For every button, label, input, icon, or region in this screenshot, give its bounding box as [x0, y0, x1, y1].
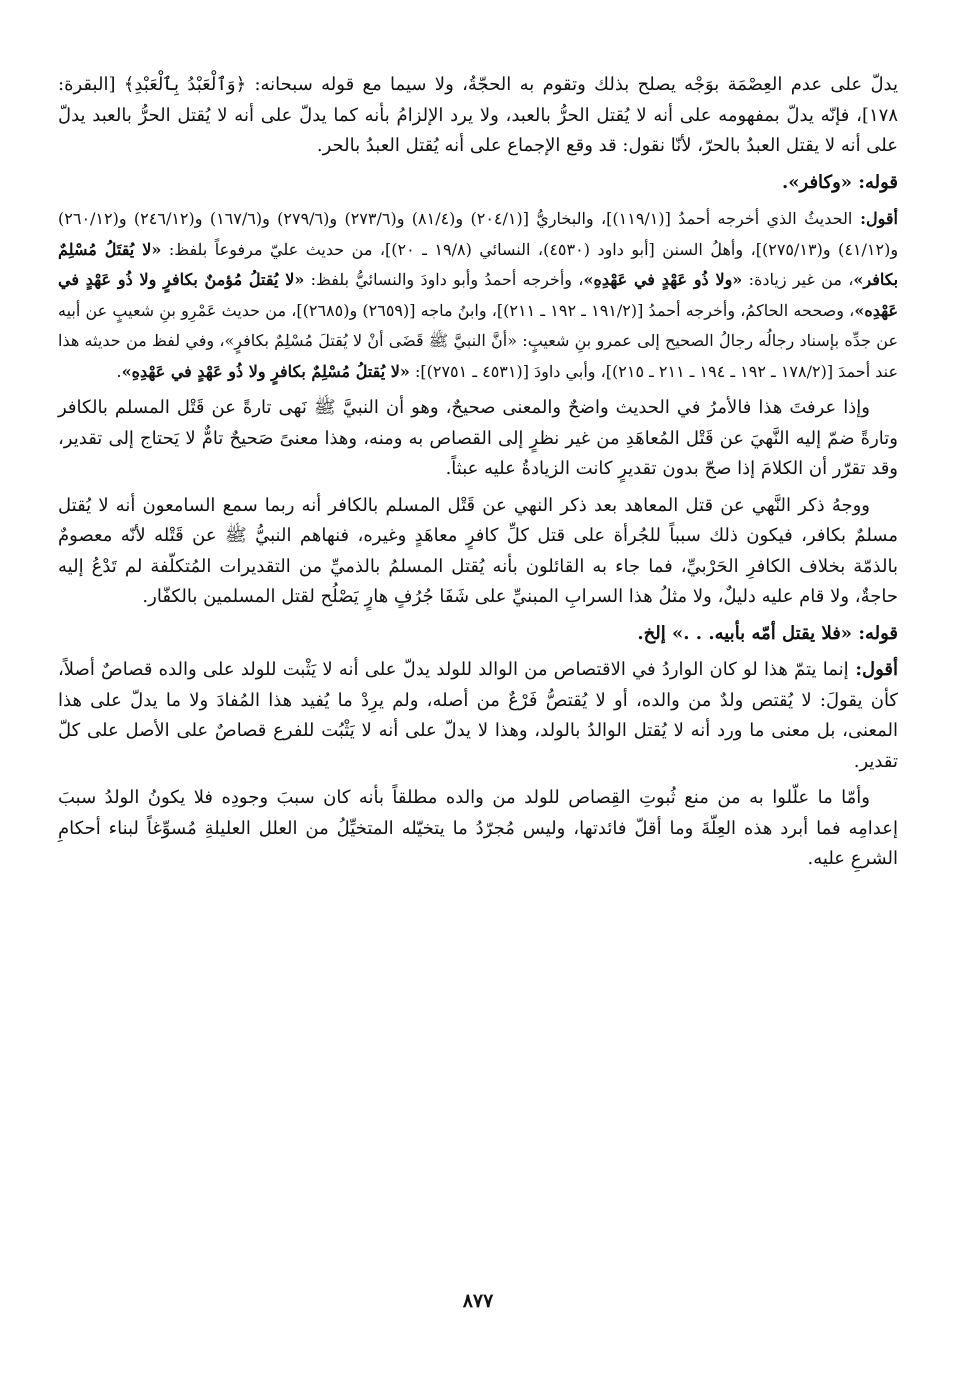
bold-phrase: قوله: «فلا يقتل أمّه بأبيه. . .» إلخ. — [637, 622, 898, 644]
bold-phrase: قوله: «وكافر». — [782, 171, 898, 193]
text-run: الحديثُ الذي أخرجه أحمدُ [(١١٩/١)]، والبخاريُّ [(٢٠٤/١) و(٨١/٤) و(٢٧٣/٦) و(٢٧٩/٦) و(١٦٧/٦) و(٢٤٦/١٢) و(٢٦٠/١٢) و(٤١/١٢) و(٢٧٥/١٣)]، وأهلُ السنن [أبو داود (٤٥٣٠)، النسائي (١٩/٨ ـ ٢٠)]، من حديث عليّ مرفوعاً بلفظ: — [58, 209, 899, 259]
text-run: ووجهُ ذكر النَّهي عن قتل المعاهد بعد ذكر النهي عن قَتْل المسلم بالكافر أنه ربما سمع السامعون أنه لا يُقتل مسلمٌ بكافر، فيكون ذلك سبباً للجُرأة على قتل كلِّ كافرٍ معاهَدٍ وغيره، فنهاهم النبيُّ ﷺ عن قَتْله لأنّه معصومٌ بالذمّة بخلاف الكافرِ الحَرْبيِّ، فما جاء به القائلون بأنه يُقتل المسلمُ بالذميِّ من التقديرات المُتكلّفة لم تَدْعُ إليه حاجةٌ، ولا قام عليه دليلٌ، ولا مثلُ هذا السرابِ المبنيِّ على شَفَا جُرُفٍ هارٍ يَصْلُح لقتل المسلمين بالكفّار. — [58, 494, 898, 607]
bold-phrase: «ولا ذُو عَهْدٍ في عَهْدِهِ» — [583, 270, 743, 289]
bold-phrase: أقول: — [848, 659, 898, 680]
bold-phrase: «لا يُقتلُ مُسْلِمٌ بكافرٍ ولا ذُو عَهْدٍ في عَهْدِهِ» — [121, 361, 410, 381]
page-number: ٨٧٧ — [462, 1290, 494, 1312]
text-run: إنما يتمّ هذا لو كان الواردُ في الاقتصاص من الوالد للولد يدلّ على أنه لا يَثْبت للولد على والده قصاصٌ أصلاً، كأن يقولَ: لا يُقتص ولدٌ من والده، أو لا يُقتصُّ فَرْعٌ من أصله، ولم يرِدْ ما يُفيد هذا المُفادَ ولا ما يدلّ على هذا المعنى، بل معنى ما ورد أنه لا يُقتل الوالدُ بالولد، وهذا لا يدلّ على أنه لا يَثْبُت للفرع قصاصٌ على الأصل على كلّ تقدير. — [58, 659, 898, 772]
bold-phrase: «لا يُقتَلُ مُسْلِمٌ بكافر» — [58, 239, 899, 289]
text-run: ، من غير زيادة: — [742, 270, 854, 289]
paragraph-intro — [58, 70, 898, 162]
bold-phrase: «لا يُقتلُ مُؤمنٌ بكافرٍ ولا ذُو عَهْدٍ في عَهْدِه» — [58, 270, 899, 320]
page-text-body — [58, 70, 898, 875]
text-run: يدلّ على عدم العِصْمَة بوَجْه يصلح بذلك وتقوم به الحجّةُ، ولا سيما مع قوله سبحانه: ﴿وَٱلْعَبْدُ بِٱلْعَبْدِ﴾ [البقرة: ١٧٨]، فإنّه يدلّ بمفهومه على أنه لا يُقتل الحرُّ بالعبد، ولا يرد الإلزامُ بأنه كما يدلّ على أنه لا يُقتل الحرُّ بالعبد يدلّ على أنه لا يقتل العبدُ بالحرّ، لأنّا نقول: قد وقع الإجماع على أنه يُقتل العبدُ بالحر. — [58, 74, 898, 156]
text-run: . — [116, 361, 122, 381]
text-run: وأمّا ما علّلوا به من منع ثُبوتِ القِصاص للولد من والده مطلقاً بأنه كان سببَ وجودِه فلا يكونُ الولدُ سببَ إعدامِه فما أبرد هذه العِلّةَ وما أقلّ فائدتها، وليس مُجرّدُ ما يتخيّله المتخيِّلُ من العلل العليلةِ مُسوِّغاً لبناء أحكامِ الشرعِ عليه. — [58, 787, 898, 869]
paragraph-explanation — [58, 393, 898, 485]
text-run: ، وأخرجه أحمدُ وأبو داودَ والنسائيُّ بلفظ: — [304, 270, 584, 289]
paragraph-aqul-qisas — [58, 655, 898, 777]
paragraph-conclusion — [58, 783, 898, 875]
paragraph-qawluh-kafir — [58, 168, 898, 199]
text-run: وإذا عرفتَ هذا فالأمرُ في الحديث واضحٌ والمعنى صحيحٌ، وهو أن النبيَّ ﷺ نَهى تارةً عن قَتْل المسلم بالكافر وتارةً ضمّ إليه النَّهيَ عن قَتْل المُعاهَدِ من غير نظرٍ إلى القصاص به ومنه، وهذا معنىً صَحيحٌ تامٌّ لا يَحتاج إلى تقدير، وقد تقرّر أن الكلامَ إذا صحّ بدون تقديرٍ كانت الزيادةُ عليه عبثاً. — [58, 397, 898, 479]
text-run: ، وصححه الحاكمُ، وأخرجه أحمدُ [(١٩١/٢ ـ ١٩٢ ـ ٢١١)]، وابنُ ماجه [(٢٦٥٩) و(٢٦٨٥)]، من حديث عَمْرِو بنِ شعيبٍ عن أبيه عن جدِّه بإسناد رجالُه رجالُ الصحيح إلى عمرو بنِ شعيبٍ: «أنَّ النبيَّ ﷺ قَضَى أنْ لا يُقتلَ مُسْلِمٌ بكافرٍ»، وفي لفظ من حديثه هذا عند أحمدَ [(١٧٨/٢ ـ ١٩٢ ـ ١٩٤ ـ ٢١١ ـ ٢١٥)]، وأبي داودَ [(٤٥٣١ ـ ٢٧٥١)]: — [58, 300, 898, 381]
paragraph-reasoning — [58, 491, 898, 613]
paragraph-aqul-hadith — [58, 204, 898, 387]
paragraph-qawluh-umm — [58, 619, 898, 650]
bold-phrase: أقول: — [852, 209, 899, 228]
